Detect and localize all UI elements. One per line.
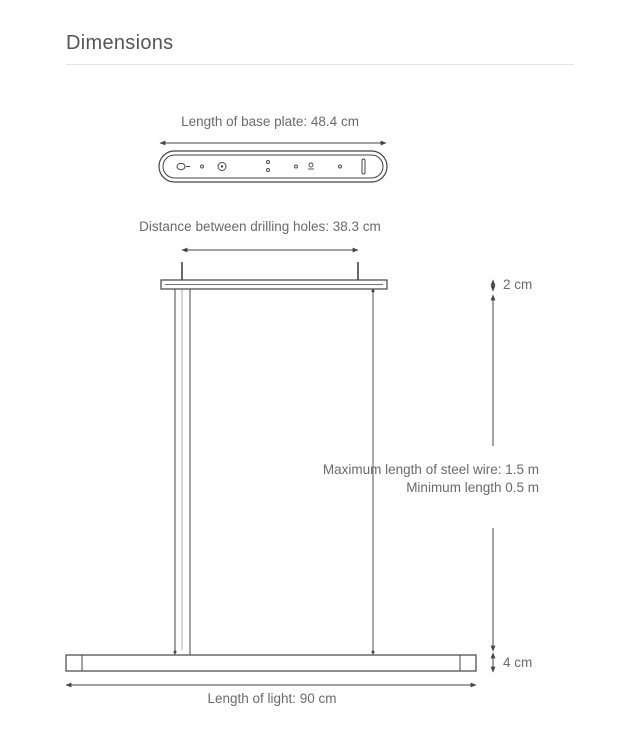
base-plate-top-view	[159, 151, 387, 182]
wire-bottom-clamp	[372, 651, 375, 654]
min-wire-length-label: Minimum length 0.5 m	[406, 480, 539, 495]
cord-bottom-clamp	[174, 651, 177, 654]
page-title: Dimensions	[66, 32, 174, 54]
drilling-hole-distance-label: Distance between drilling holes: 38.3 cm	[139, 219, 381, 234]
light-thickness-label: 4 cm	[503, 655, 533, 670]
power-cord	[175, 289, 190, 655]
base-plate-length-label: Length of base plate: 48.4 cm	[181, 114, 359, 129]
base-plate-side-view	[161, 280, 387, 289]
max-wire-length-label: Maximum length of steel wire: 1.5 m	[322, 462, 539, 477]
plate-thickness-label: 2 cm	[503, 277, 533, 292]
light-length-label: Length of light: 90 cm	[207, 691, 337, 706]
wire-top-clamp	[372, 290, 375, 293]
light-body	[66, 655, 476, 671]
